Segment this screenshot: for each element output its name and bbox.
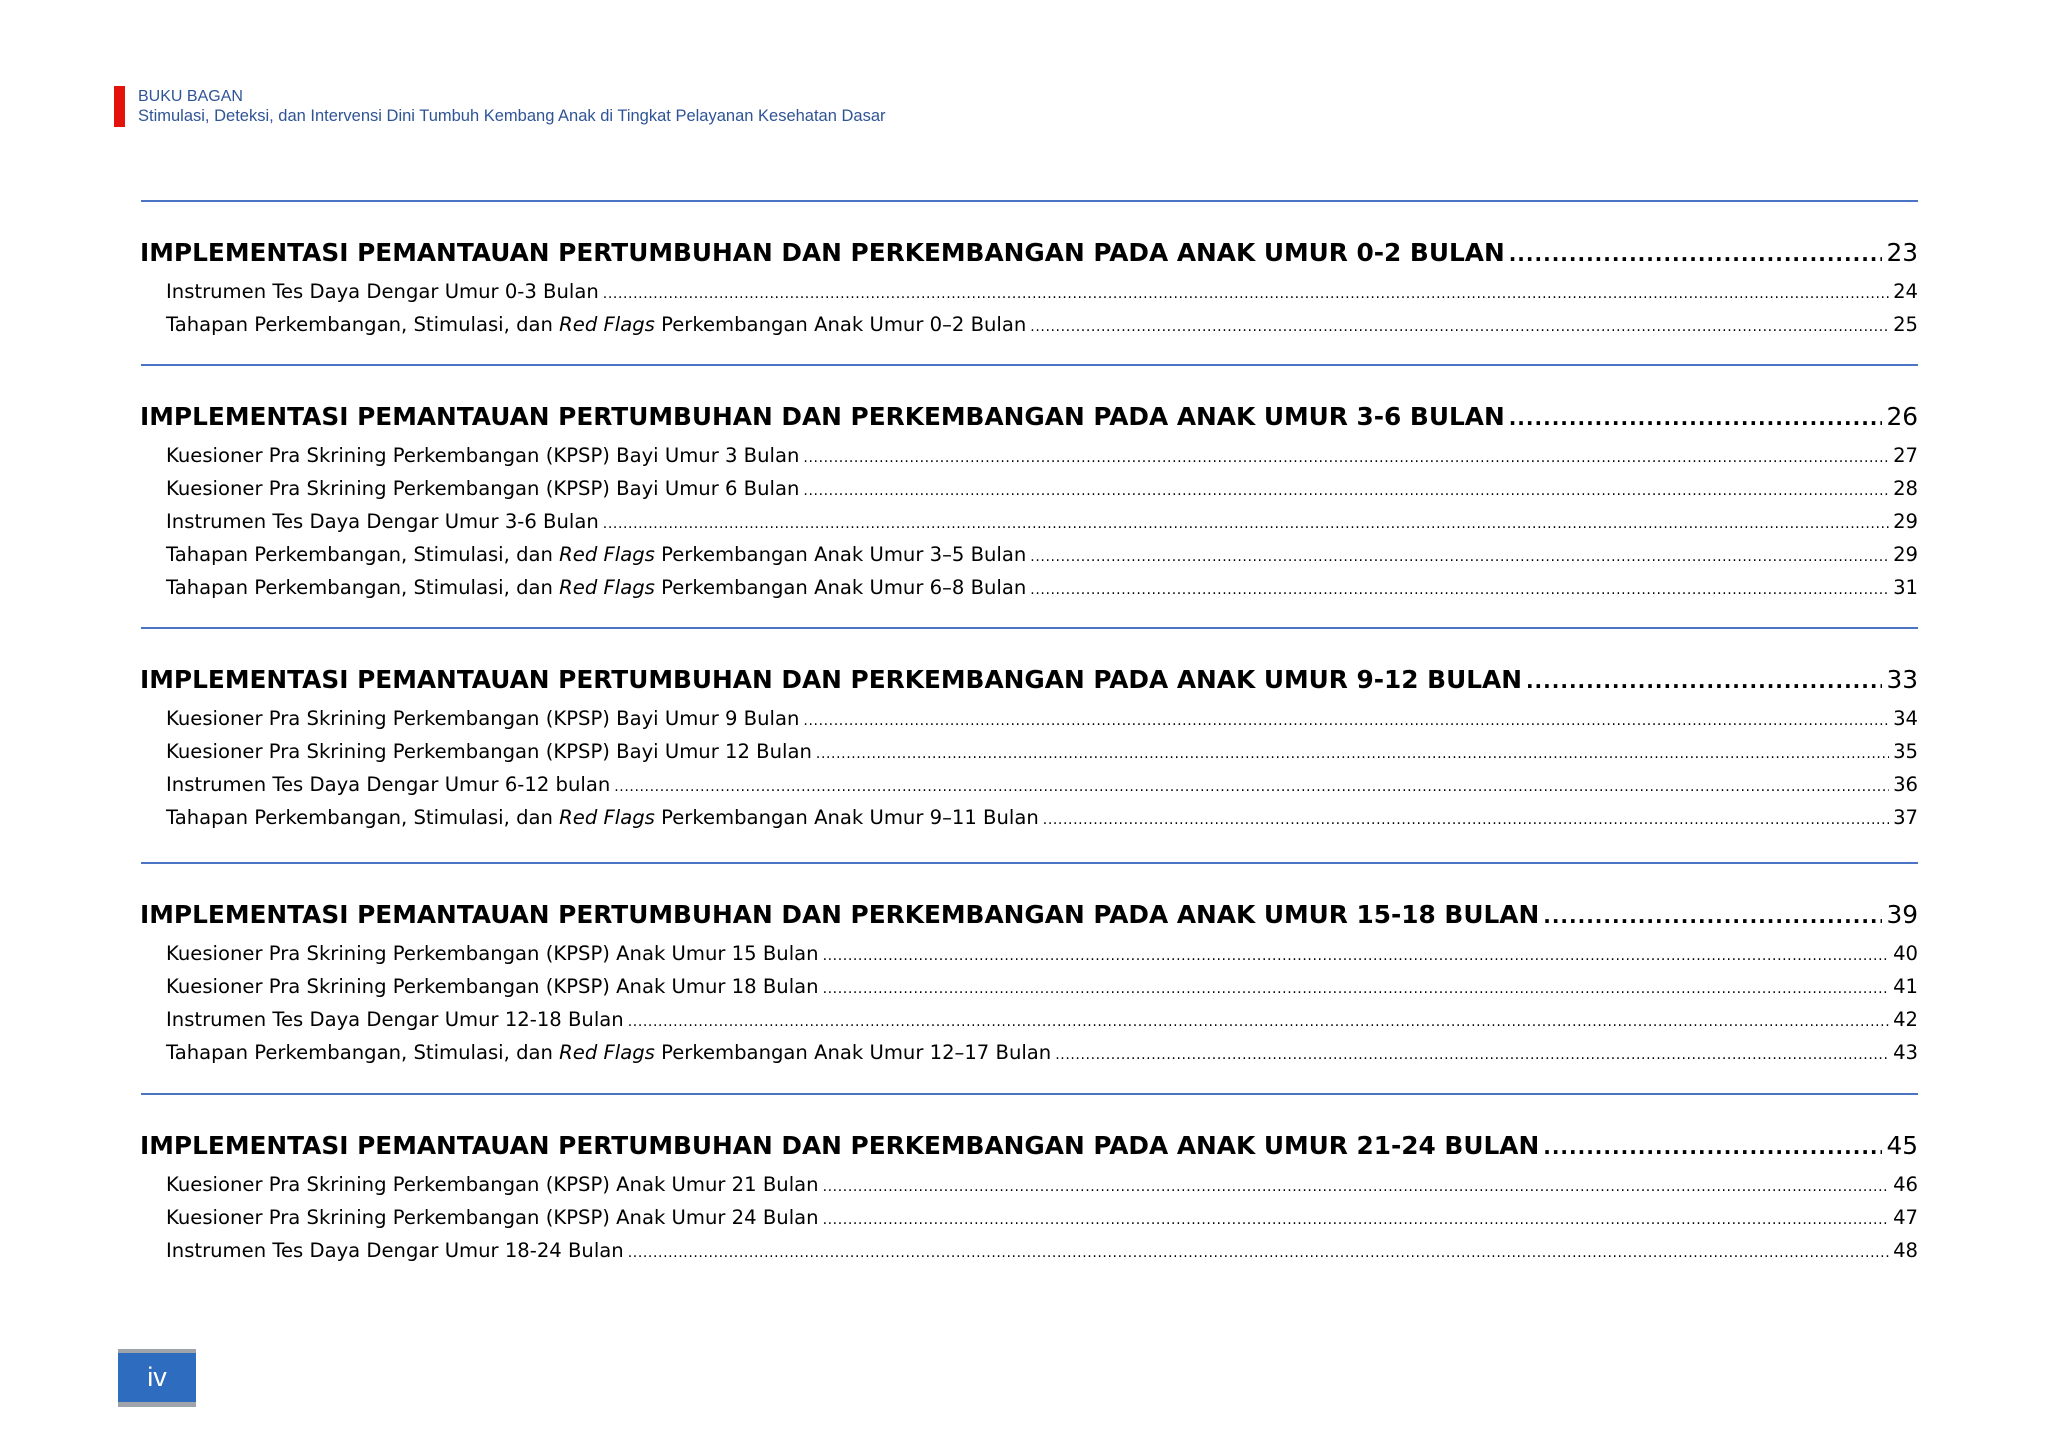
toc-entry-title: Instrumen Tes Daya Dengar Umur 18-24 Bulan [166,1239,624,1262]
toc-entry-title: Kuesioner Pra Skrining Perkembangan (KPSP) Bayi Umur 6 Bulan [166,477,800,500]
toc-page-number: 25 [1893,313,1918,336]
toc-leader-dots [614,772,1889,802]
toc-page-number: 24 [1893,280,1918,303]
toc-entry[interactable] [166,1236,1918,1266]
toc-entry-title: Tahapan Perkembangan, Stimulasi, dan Red Flags Perkembangan Anak Umur 0–2 Bulan [166,313,1027,336]
toc-leader-dots [816,739,1889,769]
toc-leader-dots [1543,1128,1882,1166]
toc-page-number: 31 [1893,576,1918,599]
toc-entry-title: Instrumen Tes Daya Dengar Umur 6-12 bulan [166,773,611,796]
toc-leader-dots [1030,312,1889,342]
toc-page-number: 48 [1893,1239,1918,1262]
toc-page-number: 36 [1893,773,1918,796]
toc-entry[interactable] [166,803,1918,833]
toc-section-heading[interactable] [140,398,1918,436]
toc-leader-dots [823,941,1889,971]
toc-entry[interactable] [166,540,1918,570]
toc-entry[interactable] [166,573,1918,603]
toc-section-heading[interactable] [140,1127,1918,1165]
toc-page-number: 23 [1886,238,1918,267]
header-title: BUKU BAGAN [138,88,243,105]
toc-entry-title: Kuesioner Pra Skrining Perkembangan (KPSP) Bayi Umur 9 Bulan [166,707,800,730]
toc-entry[interactable] [166,1203,1918,1233]
toc-page-number: 46 [1893,1173,1918,1196]
toc-leader-dots [628,1238,1889,1268]
section-divider [141,1093,1918,1095]
toc-entry[interactable] [166,704,1918,734]
toc-entry[interactable] [166,507,1918,537]
toc-page-number: 45 [1886,1131,1918,1160]
toc-section-heading[interactable] [140,896,1918,934]
header-accent-bar [114,86,125,127]
toc-entry[interactable] [166,939,1918,969]
toc-leader-dots [803,476,1889,506]
toc-page-number: 47 [1893,1206,1918,1229]
toc-leader-dots [1543,897,1882,935]
toc-leader-dots [803,706,1889,736]
toc-entry-title: Tahapan Perkembangan, Stimulasi, dan Red Flags Perkembangan Anak Umur 9–11 Bulan [166,806,1039,829]
toc-section-heading[interactable] [140,234,1918,272]
toc-entry-title: Kuesioner Pra Skrining Perkembangan (KPSP) Anak Umur 18 Bulan [166,975,819,998]
toc-leader-dots [1055,1040,1889,1070]
toc-section-title: IMPLEMENTASI PEMANTAUAN PERTUMBUHAN DAN PERKEMBANGAN PADA ANAK UMUR 0-2 BULAN [140,238,1505,267]
toc-leader-dots [823,1172,1889,1202]
toc-entry[interactable] [166,277,1918,307]
toc-section-title: IMPLEMENTASI PEMANTAUAN PERTUMBUHAN DAN PERKEMBANGAN PADA ANAK UMUR 15-18 BULAN [140,900,1540,929]
toc-page-number: 27 [1893,444,1918,467]
toc-leader-dots [1030,542,1889,572]
toc-leader-dots [823,1205,1889,1235]
toc-entry-title: Instrumen Tes Daya Dengar Umur 12-18 Bulan [166,1008,624,1031]
toc-section-title: IMPLEMENTASI PEMANTAUAN PERTUMBUHAN DAN PERKEMBANGAN PADA ANAK UMUR 21-24 BULAN [140,1131,1540,1160]
toc-leader-dots [628,1007,1889,1037]
toc-entry[interactable] [166,441,1918,471]
header-subtitle: Stimulasi, Deteksi, dan Intervensi Dini Tumbuh Kembang Anak di Tingkat Pelayanan Kesehatan Dasar [138,107,886,125]
toc-entry-title: Kuesioner Pra Skrining Perkembangan (KPSP) Bayi Umur 3 Bulan [166,444,800,467]
toc-entry-title: Tahapan Perkembangan, Stimulasi, dan Red Flags Perkembangan Anak Umur 6–8 Bulan [166,576,1027,599]
toc-entry[interactable] [166,1005,1918,1035]
page-number: iv [147,1362,167,1392]
toc-section-title: IMPLEMENTASI PEMANTAUAN PERTUMBUHAN DAN PERKEMBANGAN PADA ANAK UMUR 3-6 BULAN [140,402,1505,431]
toc-section-heading[interactable] [140,661,1918,699]
toc-leader-dots [1526,662,1882,700]
page-number-box [118,1349,196,1407]
toc-page-number: 28 [1893,477,1918,500]
toc-entry-title: Kuesioner Pra Skrining Perkembangan (KPSP) Anak Umur 21 Bulan [166,1173,819,1196]
toc-leader-dots [1030,575,1889,605]
toc-entry-title: Tahapan Perkembangan, Stimulasi, dan Red Flags Perkembangan Anak Umur 3–5 Bulan [166,543,1027,566]
toc-leader-dots [603,509,1889,539]
toc-page-number: 41 [1893,975,1918,998]
section-divider [141,627,1918,629]
toc-leader-dots [1509,235,1883,273]
toc-entry-title: Kuesioner Pra Skrining Perkembangan (KPSP) Bayi Umur 12 Bulan [166,740,812,763]
toc-entry-title: Instrumen Tes Daya Dengar Umur 0-3 Bulan [166,280,599,303]
toc-page-number: 35 [1893,740,1918,763]
toc-section-title: IMPLEMENTASI PEMANTAUAN PERTUMBUHAN DAN PERKEMBANGAN PADA ANAK UMUR 9-12 BULAN [140,665,1522,694]
section-divider [141,364,1918,366]
toc-entry[interactable] [166,1038,1918,1068]
section-divider [141,862,1918,864]
toc-page-number: 39 [1886,900,1918,929]
toc-page-number: 37 [1893,806,1918,829]
toc-leader-dots [1043,805,1889,835]
toc-page-number: 29 [1893,543,1918,566]
toc-page-number: 29 [1893,510,1918,533]
toc-leader-dots [803,443,1889,473]
toc-page-number: 40 [1893,942,1918,965]
toc-entry[interactable] [166,770,1918,800]
toc-leader-dots [823,974,1889,1004]
toc-page-number: 26 [1886,402,1918,431]
toc-entry[interactable] [166,474,1918,504]
toc-page-number: 34 [1893,707,1918,730]
toc-page-number: 33 [1886,665,1918,694]
toc-entry[interactable] [166,1170,1918,1200]
toc-entry-title: Kuesioner Pra Skrining Perkembangan (KPSP) Anak Umur 24 Bulan [166,1206,819,1229]
toc-entry[interactable] [166,972,1918,1002]
toc-entry-title: Kuesioner Pra Skrining Perkembangan (KPSP) Anak Umur 15 Bulan [166,942,819,965]
toc-entry-title: Instrumen Tes Daya Dengar Umur 3-6 Bulan [166,510,599,533]
toc-leader-dots [603,279,1889,309]
toc-page-number: 43 [1893,1041,1918,1064]
toc-entry[interactable] [166,737,1918,767]
toc-leader-dots [1509,399,1883,437]
toc-page-number: 42 [1893,1008,1918,1031]
toc-entry-title: Tahapan Perkembangan, Stimulasi, dan Red Flags Perkembangan Anak Umur 12–17 Bulan [166,1041,1052,1064]
section-divider [141,200,1918,202]
toc-entry[interactable] [166,310,1918,340]
